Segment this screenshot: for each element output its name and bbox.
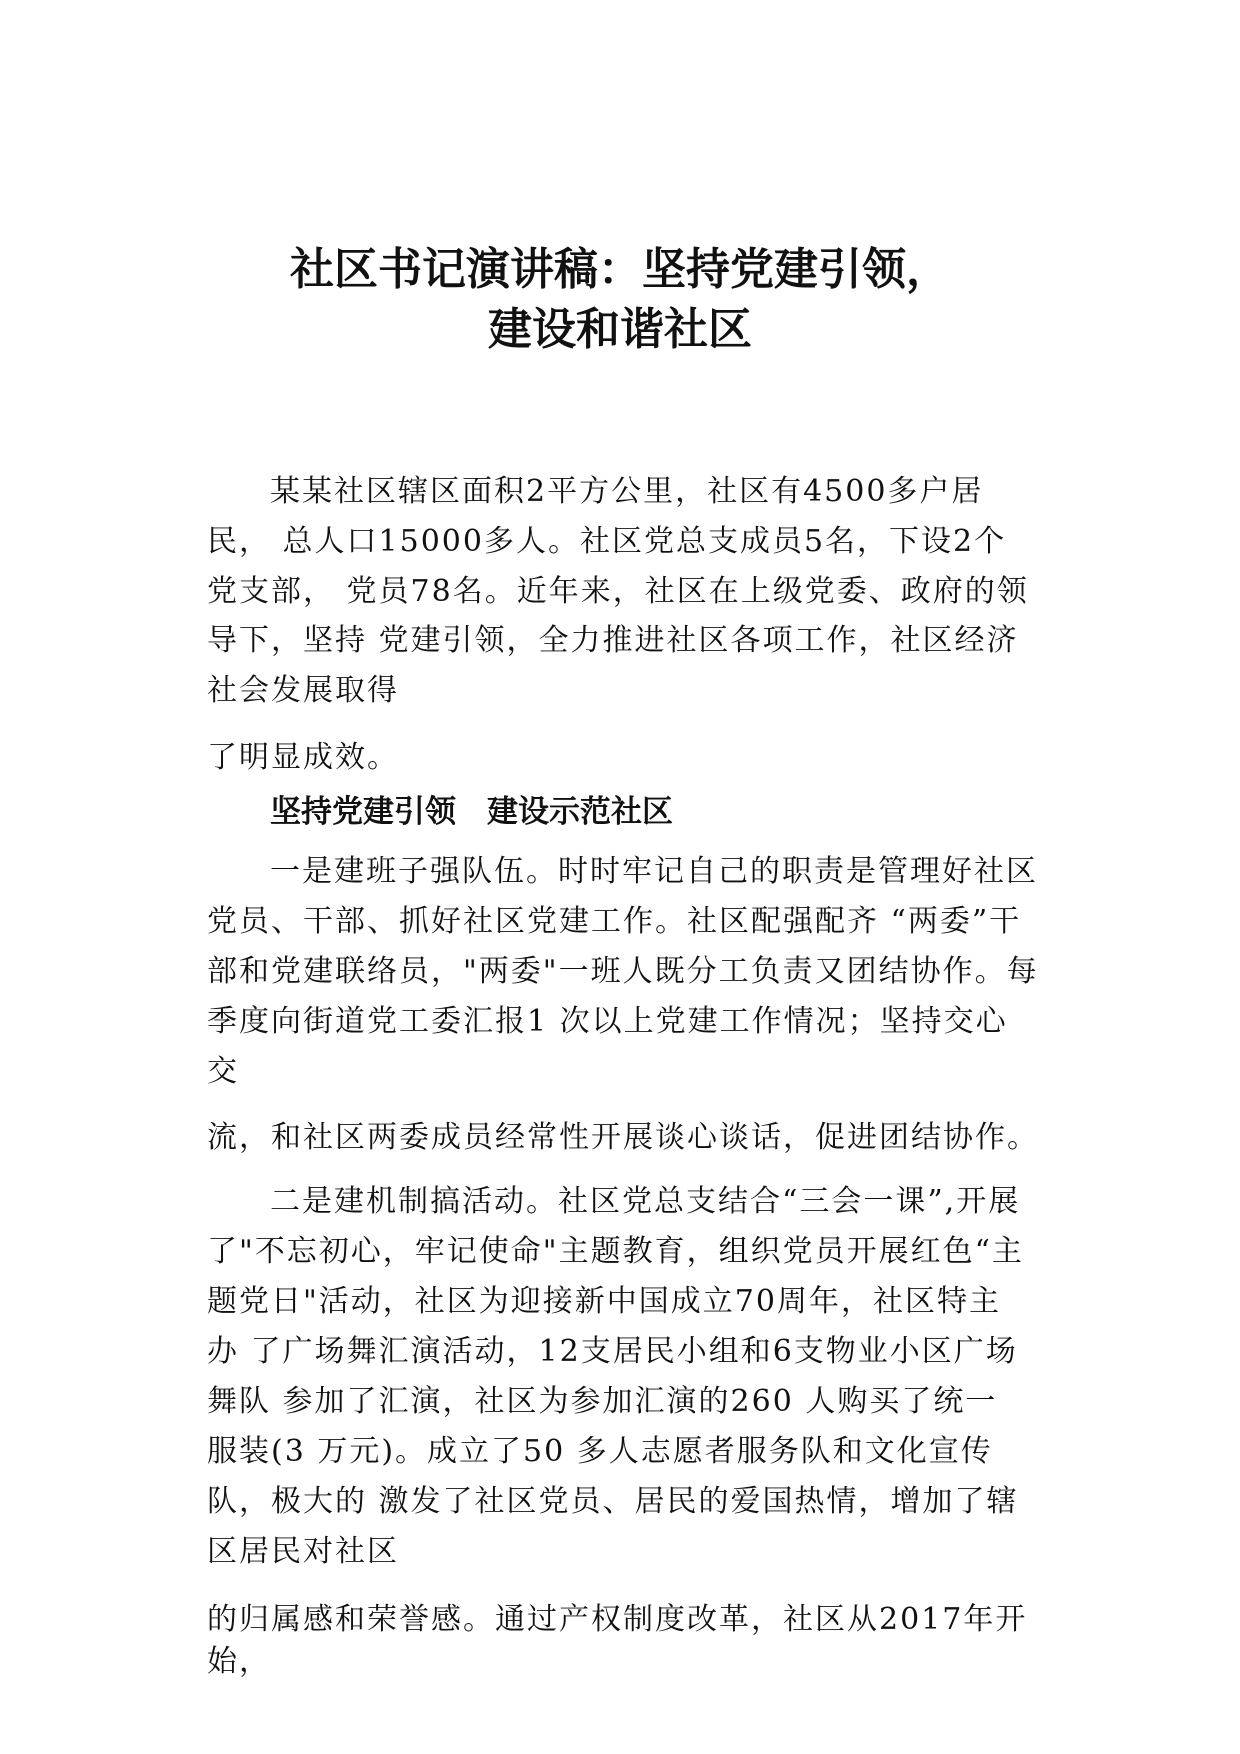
paragraph-2-line-4: 季度向街道党工委汇报1 次以上党建工作情况；坚持交心	[207, 1004, 1008, 1039]
paragraph-2-line-1: 一是建班子强队伍。时时牢记自己的职责是管理好社区	[270, 854, 1038, 889]
paragraph-3-line-2: 了"不忘初心，牢记使命"主题教育，组织党员开展红色“主	[207, 1234, 1024, 1269]
paragraph-1-line-3: 党支部， 党员78名。近年来，社区在上级党委、政府的领	[207, 574, 1029, 609]
paragraph-1-line-2: 民， 总人口15000多人。社区党总支成员5名，下设2个	[207, 524, 1007, 559]
paragraph-1-line-1: 某某社区辖区面积2平方公里，社区有4500多户居	[270, 474, 984, 509]
paragraph-3-tail-line-1: 的归属感和荣誉感。通过产权制度改革，社区从2017年开	[207, 1602, 1028, 1637]
paragraph-2-line-3: 部和党建联络员，"两委"一班人既分工负责又团结协作。每	[207, 954, 1039, 989]
paragraph-2-line-2: 党员、干部、抓好社区党建工作。社区配强配齐 “两委”干	[207, 904, 1022, 939]
paragraph-1-line-5: 社会发展取得	[207, 673, 399, 708]
paragraph-3-line-8: 区居民对社区	[207, 1534, 399, 1569]
paragraph-1-line-4: 导下，坚持 党建引领，全力推进社区各项工作，社区经济	[207, 623, 1019, 658]
paragraph-2-line-5: 交	[207, 1054, 239, 1089]
title-line-1: 社区书记演讲稿：坚持党建引领，	[290, 244, 950, 295]
document-title	[0, 240, 1240, 360]
section-heading: 坚持党建引领 建设示范社区	[270, 794, 673, 830]
paragraph-3-tail-line-2: 始，	[207, 1644, 271, 1679]
paragraph-1-tail: 了明显成效。	[207, 740, 399, 775]
paragraph-2-tail: 流，和社区两委成员经常性开展谈心谈话，促进团结协作。	[207, 1120, 1039, 1155]
paragraph-3-line-5: 舞队 参加了汇演，社区为参加汇演的260 人购买了统一	[207, 1384, 998, 1419]
title-line-2: 建设和谐社区	[488, 304, 752, 355]
paragraph-3-line-4: 办 了广场舞汇演活动，12支居民小组和6支物业小区广场	[207, 1334, 1018, 1369]
paragraph-3-line-1: 二是建机制搞活动。社区党总支结合“三会一课”,开展	[270, 1184, 1021, 1219]
paragraph-3-line-6: 服装(3 万元)。成立了50 多人志愿者服务队和文化宣传	[207, 1434, 993, 1469]
paragraph-3-line-3: 题党日"活动，社区为迎接新中国成立70周年，社区特主	[207, 1284, 1001, 1319]
paragraph-3-line-7: 队，极大的 激发了社区党员、居民的爱国热情，增加了辖	[207, 1484, 1019, 1519]
